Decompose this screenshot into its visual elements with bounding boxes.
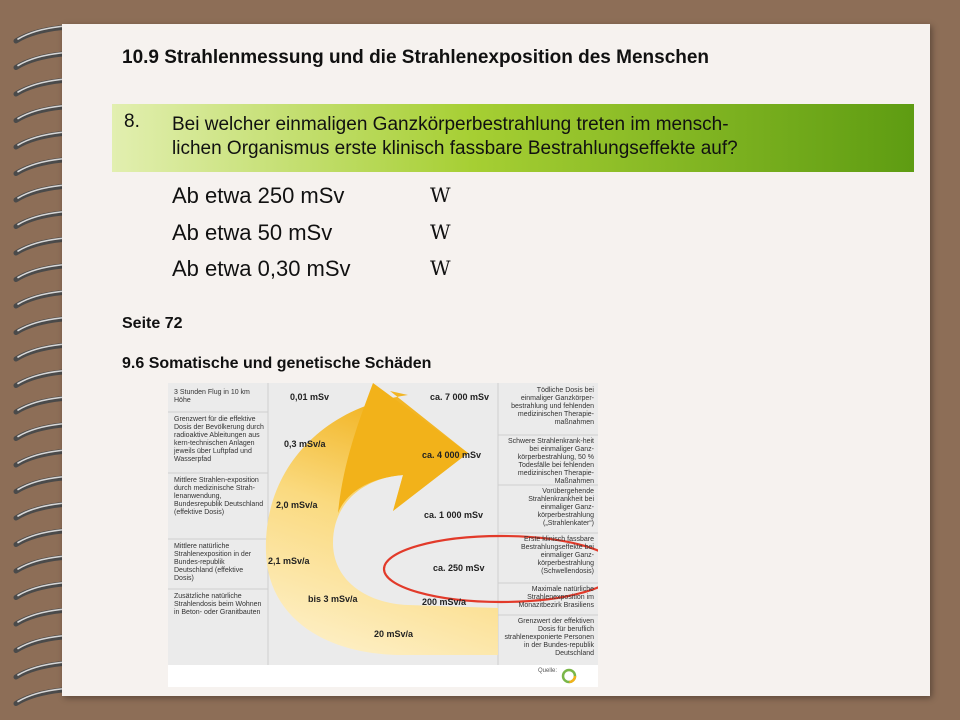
- left-value-2: 0,3 mSv/a: [284, 439, 326, 449]
- right-label-6: Grenzwert der effektiven Dosis für beruflich strahlenexponierte Personen in der Bundes-republik Deutschland: [504, 618, 594, 657]
- right-value-5: 200 mSv/a: [422, 597, 467, 607]
- figure-source-strip: [168, 665, 598, 687]
- question-text-line-2: lichen Organismus erste klinisch fassbare Bestrahlungseffekte auf?: [172, 138, 738, 159]
- question-text-line-1: Bei welcher einmaligen Ganzkörperbestrahlung treten im mensch-: [172, 114, 729, 135]
- source-logo-icon: [560, 667, 578, 685]
- page-title: 10.9 Strahlenmessung und die Strahlenexposition des Menschen: [122, 47, 710, 68]
- left-label-4: Mittlere natürliche Strahlenexposition in der Bundes-republik Deutschland (effektive Dosis): [174, 543, 252, 582]
- radiation-dose-figure: [168, 383, 598, 687]
- question-number: 8.: [124, 111, 140, 132]
- left-value-3: 2,0 mSv/a: [276, 500, 318, 510]
- right-label-5: Maximale natürliche Strahlenexposition im Monazitbezirk Brasiliens: [518, 586, 594, 609]
- right-value-6: 20 mSv/a: [374, 629, 414, 639]
- left-label-1: 3 Stunden Flug in 10 km Höhe: [174, 389, 250, 404]
- answer-option-2[interactable]: Ab etwa 50 mSv: [172, 220, 333, 245]
- left-value-5: bis 3 mSv/a: [308, 594, 358, 604]
- right-value-2: ca. 4 000 mSv: [422, 450, 482, 460]
- answer-mark-2[interactable]: W: [430, 220, 451, 244]
- right-label-4: Erste klinisch fassbare Bestrahlungseffekte bei einmaliger Ganz-körperbestrahlung (Schwellendosis): [520, 536, 594, 575]
- left-value-4: 2,1 mSv/a: [268, 556, 310, 566]
- left-label-3: Mittlere Strahlen-exposition durch medizinische Strah-lenanwendung, Bundesrepublik Deutschland (effektive Dosis): [174, 477, 264, 516]
- left-label-5: Zusätzliche natürliche Strahlendosis beim Wohnen in Beton- oder Granitbauten: [174, 593, 262, 616]
- answer-mark-3[interactable]: W: [430, 256, 451, 280]
- left-value-1: 0,01 mSv: [290, 392, 330, 402]
- right-label-2: Schwere Strahlenkrank-heit bei einmaliger Ganz-körperbestrahlung, 50 % Todesfälle bei fehlenden medizinischen Therapie-Maßnahmen: [508, 438, 594, 485]
- answer-option-1[interactable]: Ab etwa 250 mSv: [172, 183, 345, 208]
- left-label-2: Grenzwert für die effektive Dosis der Bevölkerung durch radioaktive Ableitungen aus kern-technischen Anlagen jeweils über Luftpfad und Wasserpfad: [174, 416, 264, 463]
- right-label-3: Vorübergehende Strahlenkrankheit bei einmaliger Ganz-körperbestrahlung („Strahlenkater“): [528, 488, 594, 527]
- right-value-3: ca. 1 000 mSv: [424, 510, 484, 520]
- right-value-4: ca. 250 mSv: [433, 563, 485, 573]
- answer-mark-1[interactable]: W: [430, 183, 451, 207]
- page-reference: Seite 72: [122, 315, 183, 332]
- right-label-1: Tödliche Dosis bei einmaliger Ganzkörper-bestrahlung und fehlenden medizinischen Therapie-maßnahmen: [511, 387, 594, 426]
- right-value-1: ca. 7 000 mSv: [430, 392, 490, 402]
- section-heading: 9.6 Somatische und genetische Schäden: [122, 355, 432, 372]
- answer-option-3[interactable]: Ab etwa 0,30 mSv: [172, 256, 351, 281]
- source-label: Quelle:: [538, 668, 558, 674]
